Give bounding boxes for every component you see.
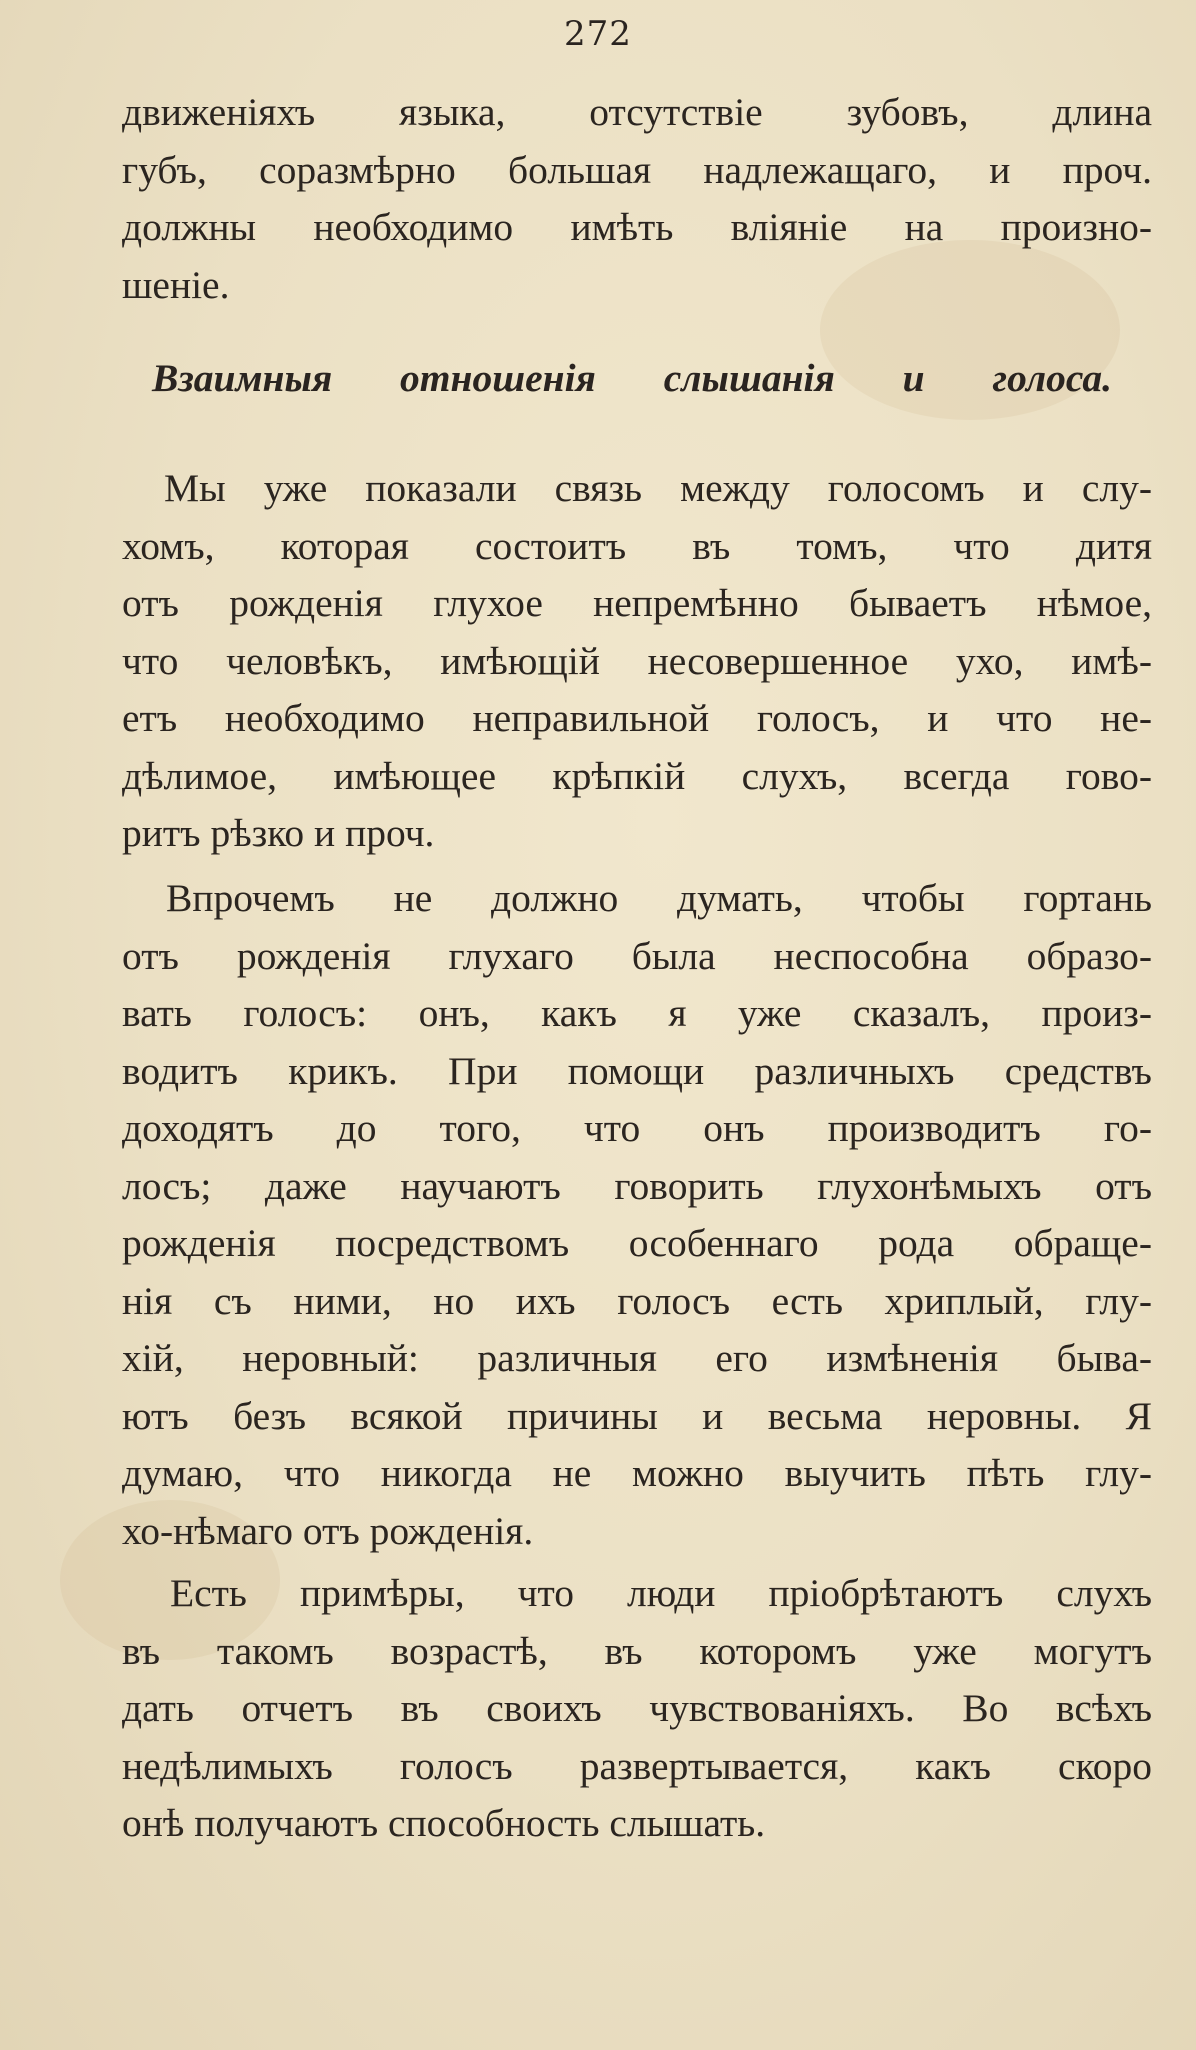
text-line: думаю, что никогда не можно выучить пѣть глу- bbox=[122, 1451, 1152, 1495]
paragraph-2 bbox=[122, 870, 1152, 1560]
text-line: рожденія посредствомъ особеннаго рода обраще- bbox=[122, 1221, 1152, 1265]
text-line: движеніяхъ языка, отсутствіе зубовъ, длина bbox=[122, 90, 1152, 134]
text-line: отъ рожденія глухое непремѣнно бываетъ нѣмое, bbox=[122, 581, 1152, 625]
text-line: вать голосъ: онъ, какъ я уже сказалъ, произ- bbox=[122, 991, 1152, 1035]
text-line: Есть примѣры, что люди пріобрѣтаютъ слухъ bbox=[170, 1571, 1152, 1615]
text-line: въ такомъ возрастѣ, въ которомъ уже могутъ bbox=[122, 1628, 1152, 1673]
text-line: хомъ, которая состоитъ въ томъ, что дитя bbox=[122, 523, 1152, 568]
text-line: дѣлимое, имѣющее крѣпкій слухъ, всегда гово- bbox=[122, 753, 1152, 798]
text-line: нія съ ними, но ихъ голосъ есть хриплый, глу- bbox=[122, 1278, 1152, 1323]
intro-paragraph bbox=[122, 84, 1152, 314]
paragraph-1 bbox=[122, 460, 1152, 863]
text-line: губъ, соразмѣрно большая надлежащаго, и проч. bbox=[122, 147, 1152, 192]
page-number: 272 bbox=[564, 14, 632, 54]
text-line: должны необходимо имѣть вліяніе на произно- bbox=[122, 205, 1152, 249]
text-line: недѣлимыхъ голосъ развертывается, какъ скоро bbox=[122, 1743, 1152, 1788]
text-line: дать отчетъ въ своихъ чувствованіяхъ. Во всѣхъ bbox=[122, 1686, 1152, 1730]
text-line: что человѣкъ, имѣющій несовершенное ухо, имѣ- bbox=[122, 638, 1152, 683]
text-line: лосъ; даже научаютъ говорить глухонѣмыхъ отъ bbox=[122, 1163, 1152, 1208]
text-line: Мы уже показали связь между голосомъ и слу- bbox=[164, 466, 1152, 510]
paragraph-3 bbox=[122, 1565, 1152, 1853]
section-heading: Взаимныя отношенія слышанія и голоса. bbox=[152, 356, 1112, 400]
text-line: ютъ безъ всякой причины и весьма неровны. Я bbox=[122, 1393, 1152, 1438]
text-line: хій, неровный: различныя его измѣненія быва- bbox=[122, 1336, 1152, 1380]
text-line: шеніе. bbox=[122, 262, 230, 307]
text-line: Впрочемъ не должно думать, чтобы гортань bbox=[166, 876, 1152, 920]
text-line: онѣ получаютъ способность слышать. bbox=[122, 1801, 766, 1845]
text-line: водитъ крикъ. При помощи различныхъ средствъ bbox=[122, 1048, 1152, 1093]
text-line: отъ рожденія глухаго была неспособна образо- bbox=[122, 933, 1152, 978]
text-line: етъ необходимо неправильной голосъ, и что не- bbox=[122, 696, 1152, 740]
text-line: хо-нѣмаго отъ рожденія. bbox=[122, 1508, 534, 1553]
text-line: доходятъ до того, что онъ производитъ го- bbox=[122, 1106, 1152, 1150]
text-line: ритъ рѣзко и проч. bbox=[122, 811, 435, 855]
